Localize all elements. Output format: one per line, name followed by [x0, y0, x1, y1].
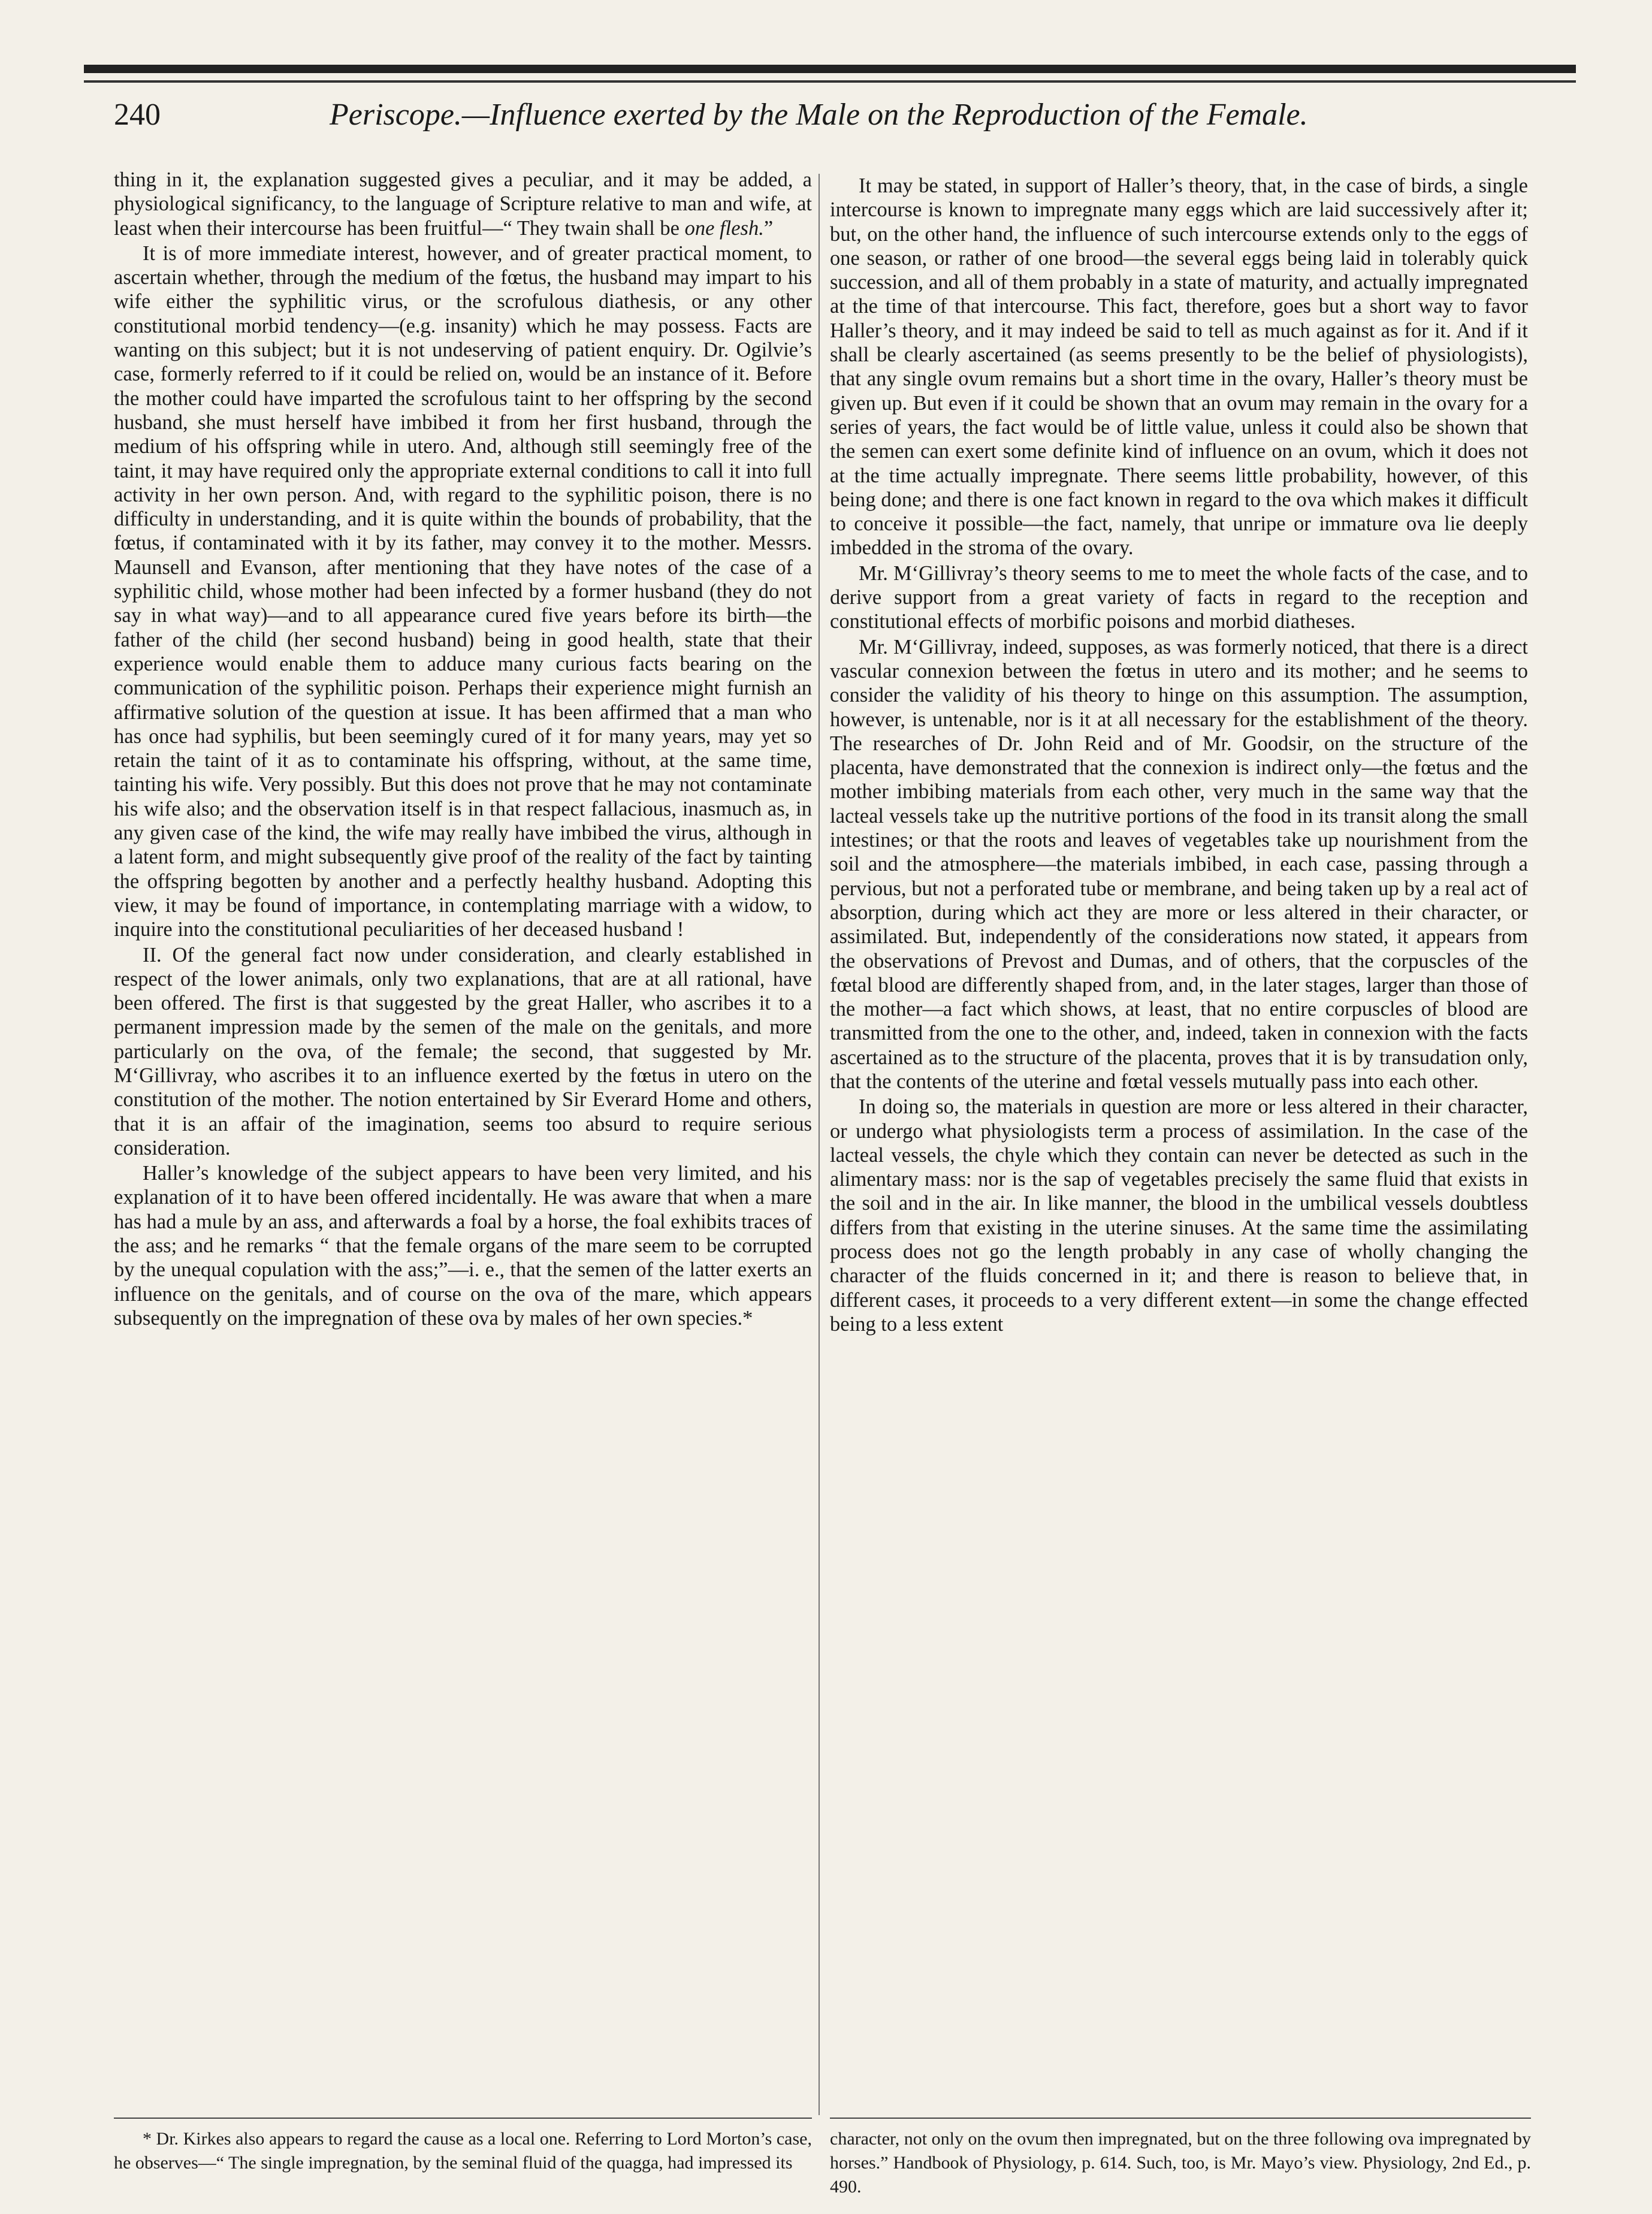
paragraph — [114, 168, 812, 240]
footnote-right — [830, 2127, 1531, 2199]
paragraph: II. Of the general fact now under consideration, and clearly established in respect of the lower animals, only two explanations, that are at all rational, have been offered. The first is that suggested by the great Haller, who ascribes it to a permanent impression made by the semen of the male on the genitals, and more particularly on the ova, of the female; the second, that suggested by Mr. M‘Gillivray, who ascribes it to an influence exerted by the fœtus in utero on the constitution of the mother. The notion entertained by Sir Everard Home and others, that it is an affair of the imagination, seems too absurd to require serious consideration. — [114, 943, 812, 1159]
paragraph: It may be stated, in support of Haller’s theory, that, in the case of birds, a single intercourse is known to impregnate many eggs which are laid successively after it; but, on the other hand, the influence of such intercourse extends only to the eggs of one season, or rather of one brood—the several eggs being laid in tolerably quick succession, and all of them probably in a state of maturity, and actually impregnated at the time of that intercourse. This fact, therefore, goes but a short way to favor Haller’s theory, and it may indeed be said to tell as much against as for it. And if it shall be clearly ascertained (as seems presently to be the belief of physiologists), that any single ovum remains but a short time in the ovary, Haller’s theory must be given up. But even if it could be shown that an ovum may remain in the ovary for a series of years, the fact would be of little value, unless it could also be shown that the semen can exert some definite kind of influence on an ovum, which it does not at the time actually impregnate. There seems little probability, however, of this being done; and there is one fact known in regard to the ova which makes it difficult to conceive it possible—the fact, namely, that unripe or immature ova lie deeply imbedded in the stroma of the ovary. — [830, 174, 1528, 560]
right-column — [830, 174, 1528, 1337]
header-rule-thick — [84, 65, 1576, 73]
header-rule-thin — [84, 80, 1576, 83]
footnote-rule-right — [830, 2118, 1531, 2119]
paragraph-tail-text: ” — [763, 216, 774, 240]
paragraph: Mr. M‘Gillivray’s theory seems to me to meet the whole facts of the case, and to derive support from a great variety of facts in regard to the reception and constitutional effects of morbific poisons and morbid diatheses. — [830, 561, 1528, 633]
page-number: 240 — [114, 98, 161, 132]
left-column — [114, 168, 812, 1331]
footnote-text: character, not only on the ovum then impregnated, but on the three following ova impregnated by horses.” Handbook of Physiology, p. 614. Such, too, is Mr. Mayo’s view. Physiology, 2nd Ed., p. 490. — [830, 2129, 1531, 2197]
running-head-title: Periscope.—Influence exerted by the Male on the Reproduction of the Female. — [330, 98, 1308, 132]
footnote-text: * Dr. Kirkes also appears to regard the cause as a local one. Referring to Lord Morton’s case, he observes—“ The single impregnation, by the seminal fluid of the quagga, had impressed its — [114, 2129, 812, 2173]
column-divider — [819, 174, 820, 2115]
paragraph-italic-text: one flesh. — [684, 216, 764, 240]
footnote-left — [114, 2127, 812, 2175]
paragraph: In doing so, the materials in question are more or less altered in their character, or undergo what physiologists term a process of assimilation. In the case of the lacteal vessels, the chyle which they contain can never be detected as such in the alimentary mass: nor is the sap of vegetables precisely the same fluid that exists in the soil and in the air. In like manner, the blood in the umbilical vessels doubtless differs from that existing in the uterine sinuses. At the same time the assimilating process does not go the length probably in any case of wholly changing the character of the fluids concerned in it; and there is reason to believe that, in different cases, it proceeds to a very different extent—in some the change effected being to a less extent — [830, 1095, 1528, 1336]
paragraph: Mr. M‘Gillivray, indeed, supposes, as was formerly noticed, that there is a direct vascular connexion between the fœtus in utero and its mother; and he seems to consider the validity of his theory to hinge on this assumption. The assumption, however, is untenable, nor is it at all necessary for the establishment of the theory. The researches of Dr. John Reid and of Mr. Goodsir, on the structure of the placenta, have demonstrated that the connexion is indirect only—the fœtus and the mother imbibing materials from each other, very much in the same way that the lacteal vessels take up the nutritive portions of the food in its transit along the small intestines; or that the roots and leaves of vegetables take up nourishment from the soil and the atmosphere—the materials imbibed, in each case, passing through a pervious, but not a perforated tube or membrane, and being taken up by a real act of absorption, during which act they are more or less altered in their character, or assimilated. But, independently of the considerations now stated, it appears from the observations of Prevost and Dumas, and of others, that the corpuscles of the fœtal blood are differently shaped from, and, in the later stages, larger than those of the mother—a fact which shows, at least, that no entire corpuscles of blood are transmitted from the one to the other, and, indeed, taken in connexion with the facts ascertained as to the structure of the placenta, proves that it is by transudation only, that the contents of the uterine and fœtal vessels mutually pass into each other. — [830, 635, 1528, 1093]
paragraph-text: thing in it, the explanation suggested gives a peculiar, and it may be added, a physiological significancy, to the language of Scripture relative to man and wife, at least when their intercourse has been fruitful—“ They twain shall be — [114, 168, 812, 240]
footnote-rule-left — [114, 2118, 812, 2119]
paragraph: Haller’s knowledge of the subject appears to have been very limited, and his explanation of it to have been offered incidentally. He was aware that when a mare has had a mule by an ass, and afterwards a foal by a horse, the foal exhibits traces of the ass; and he remarks “ that the female organs of the mare seem to be corrupted by the unequal copulation with the ass;”—i. e., that the semen of the latter exerts an influence on the genitals, and of course on the ova of the mare, which appears subsequently on the impregnation of these ova by males of her own species.* — [114, 1162, 812, 1330]
paragraph: It is of more immediate interest, however, and of greater practical moment, to ascertain whether, through the medium of the fœtus, the husband may impart to his wife either the syphilitic virus, or the scrofulous diathesis, or any other constitutional morbid tendency—(e.g. insanity) which he may possess. Facts are wanting on this subject; but it is not undeserving of patient enquiry. Dr. Ogilvie’s case, formerly referred to if it could be relied on, would be an instance of it. Before the mother could have imparted the scrofulous taint to her offspring by the second husband, she must herself have imbibed it from her first husband, through the medium of his offspring while in utero. And, although still seemingly free of the taint, it may have required only the appropriate external conditions to call it into full activity in her own person. And, with regard to the syphilitic poison, there is no difficulty in understanding, and it is quite within the bounds of probability, that the fœtus, if contaminated with it by its father, may convey it to the mother. Messrs. Maunsell and Evanson, after mentioning that they have notes of the case of a syphilitic child, whose mother had been infected by a former husband (they do not say in what way)—and to all appearance cured five years before its birth—the father of the child (her second husband) being in good health, state that their experience would enable them to adduce many curious facts bearing on the communication of the syphilitic poison. Perhaps their experience might furnish an affirmative solution of the question at issue. It has been affirmed that a man who has once had syphilis, but been seemingly cured of it for many years, may yet so retain the taint of it as to contaminate his offspring, without, at the same time, tainting his wife. Very possibly. But this does not prove that he may not contaminate his wife also; and the observation itself is in that respect fallacious, inasmuch as, in any given case of the kind, the wife may really have imbibed the virus, although in a latent form, and might subsequently give proof of the reality of the fact by tainting the offspring begotten by another and a perfectly healthy husband. Adopting this view, it may be found of importance, in contemplating marriage with a widow, to inquire into the constitutional peculiarities of her deceased husband ! — [114, 241, 812, 941]
running-header — [114, 97, 1576, 145]
